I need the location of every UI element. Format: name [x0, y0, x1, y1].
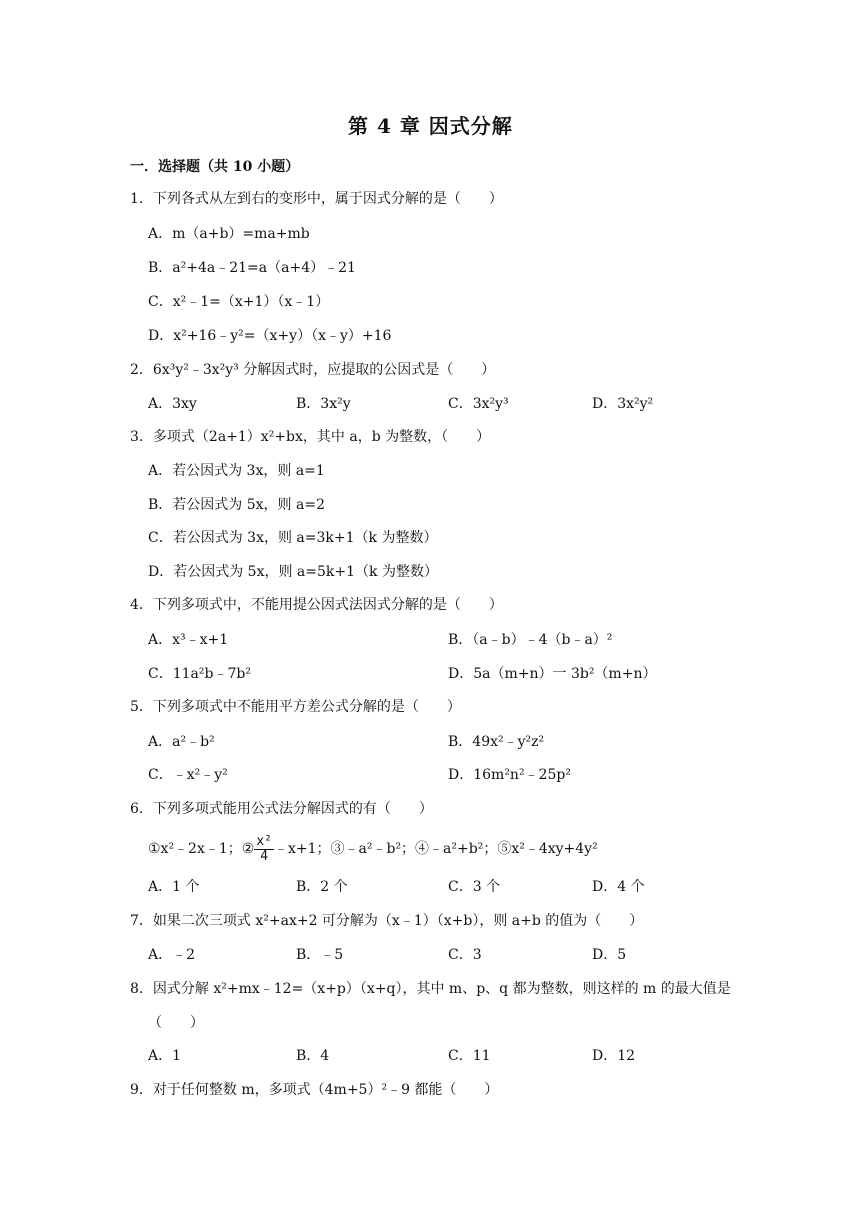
question-8-option-d: D．12	[592, 1048, 636, 1064]
question-7-stem: 7．如果二次三项式 x²+ax+2 可分解为（x﹣1）（x+b），则 a+b 的值为（ ）	[130, 913, 644, 929]
question-7-option-a: A．﹣2	[148, 947, 196, 963]
question-4-option-d: D．5a（m+n）一 3b²（m+n）	[448, 666, 657, 682]
question-1-stem: 1．下列各式从左到右的变形中，属于因式分解的是（ ）	[130, 191, 503, 207]
question-7-option-b: B．﹣5	[296, 947, 344, 963]
question-8-stem: 8．因式分解 x²+mx﹣12=（x+p）（x+q），其中 m、p、q 都为整数，则这样的 m 的最大值是	[130, 981, 731, 997]
question-4-option-a: A．x³﹣x+1	[148, 632, 229, 648]
fraction-numerator: x²	[256, 833, 272, 849]
question-8-option-c: C．11	[448, 1048, 491, 1064]
question-4-stem: 4．下列多项式中，不能用提公因式法因式分解的是（ ）	[130, 597, 503, 613]
question-2-option-d: D．3x²y²	[592, 396, 654, 412]
question-8-option-a: A．1	[148, 1048, 182, 1064]
question-4-option-b: B．（a﹣b）﹣4（b﹣a）²	[448, 632, 613, 648]
question-5-stem: 5．下列多项式中不能用平方差公式分解的是（ ）	[130, 699, 461, 715]
question-6-items-part1: ①x²﹣2x﹣1；②	[148, 841, 255, 857]
page-title: 第 4 章 因式分解	[348, 114, 513, 138]
question-7-option-d: D．5	[592, 947, 627, 963]
question-2-option-c: C．3x²y³	[448, 396, 509, 412]
question-3-stem: 3．多项式（2a+1）x²+bx，其中 a，b 为整数，（ ）	[130, 429, 491, 445]
section-heading: 一．选择题（共 10 小题）	[130, 159, 300, 175]
question-6-items	[148, 834, 598, 864]
question-1-option-c: C．x²﹣1=（x+1）（x﹣1）	[148, 294, 330, 310]
fraction-denominator: 4	[260, 848, 269, 864]
question-2-option-b: B．3x²y	[296, 396, 351, 412]
question-1-option-d: D．x²+16﹣y²=（x+y）（x﹣y）+16	[148, 328, 392, 344]
question-6-option-d: D．4 个	[592, 879, 645, 895]
question-2-option-a: A．3xy	[148, 396, 197, 412]
question-6-option-a: A．1 个	[148, 879, 200, 895]
question-1-option-a: A．m（a+b）=ma+mb	[148, 226, 310, 242]
question-5-option-a: A．a²﹣b²	[148, 734, 215, 750]
question-3-option-a: A．若公因式为 3x，则 a=1	[148, 463, 325, 479]
question-3-option-b: B．若公因式为 5x，则 a=2	[148, 497, 325, 513]
question-5-option-c: C．﹣x²﹣y²	[148, 767, 228, 783]
question-6-items-part2: ﹣x+1；③﹣a²﹣b²；④﹣a²+b²；⑤x²﹣4xy+4y²	[273, 841, 598, 857]
question-6-option-b: B．2 个	[296, 879, 348, 895]
question-3-option-c: C．若公因式为 3x，则 a=3k+1（k 为整数）	[148, 530, 438, 546]
question-7-option-c: C．3	[448, 947, 482, 963]
question-8-stem-continued: （ ）	[148, 1015, 204, 1031]
question-6-option-c: C．3 个	[448, 879, 501, 895]
question-5-option-b: B．49x²﹣y²z²	[448, 734, 545, 750]
question-1-option-b: B．a²+4a﹣21=a（a+4）﹣21	[148, 260, 356, 276]
question-5-option-d: D．16m²n²﹣25p²	[448, 767, 571, 783]
question-4-option-c: C．11a²b﹣7b²	[148, 666, 251, 682]
question-3-option-d: D．若公因式为 5x，则 a=5k+1（k 为整数）	[148, 564, 438, 580]
question-9-stem: 9．对于任何整数 m，多项式（4m+5）²﹣9 都能（ ）	[130, 1082, 499, 1098]
question-8-option-b: B．4	[296, 1048, 330, 1064]
question-6-stem: 6．下列多项式能用公式法分解因式的有（ ）	[130, 801, 433, 817]
question-2-stem: 2．6x³y²﹣3x²y³ 分解因式时，应提取的公因式是（ ）	[130, 362, 496, 378]
fraction	[254, 835, 274, 864]
